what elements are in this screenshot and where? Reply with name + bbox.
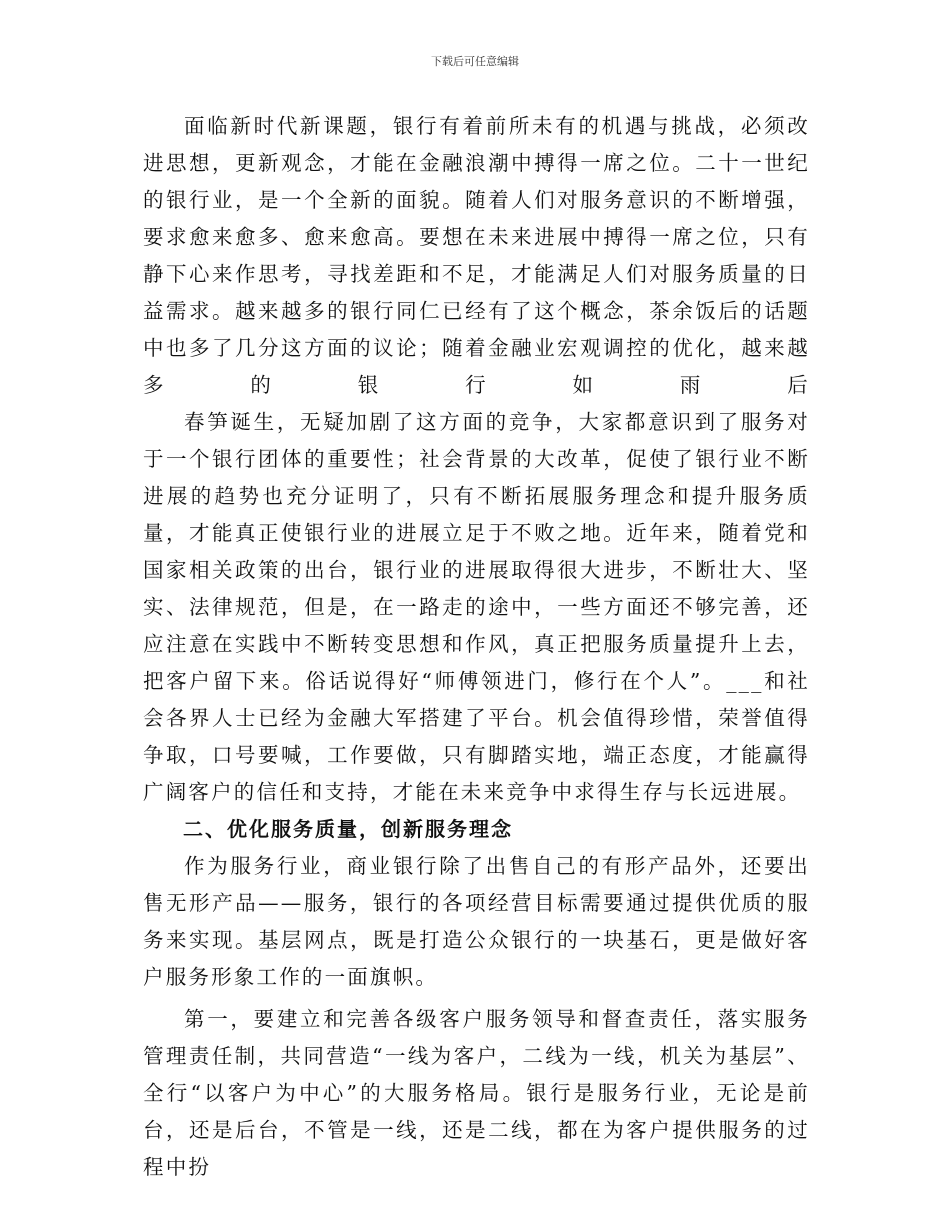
paragraph-first-point: 第一，要建立和完善各级客户服务领导和督查责任，落实服务管理责任制，共同营造“一线为客户，二线为一线，机关为基层”、全行“以客户为中心”的大服务格局。银行是服务行业，无论是前台，还是后台，不管是一线，还是二线，都在为客户提供服务的过程中扮 (143, 1007, 810, 1179)
page-header: 下载后可任意编辑 (431, 55, 519, 68)
document-body (143, 108, 810, 1186)
section-heading: 二、优化服务质量，创新服务理念 (183, 817, 513, 841)
paragraph-intro: 面临新时代新课题，银行有着前所未有的机遇与挑战，必须改进思想，更新观念，才能在金融浪潮中搏得一席之位。二十一世纪的银行业，是一个全新的面貌。随着人们对服务意识的不断增强，要求愈来愈多、愈来愈高。要想在未来进展中搏得一席之位，只有静下心来作思考，寻找差距和不足，才能满足人们对服务质量的日益需求。越来越多的银行同仁已经有了这个概念，茶余饭后的话题中也多了几分这方面的议论；随着金融业宏观调控的优化，越来越多的银行如雨后 (143, 114, 810, 397)
paragraph-competition: 春笋诞生，无疑加剧了这方面的竞争，大家都意识到了服务对于一个银行团体的重要性；社会背景的大改革，促使了银行业不断进展的趋势也充分证明了，只有不断拓展服务理念和提升服务质量，才能真正使银行业的进展立足于不败之地。近年来，随着党和国家相关政策的出台，银行业的进展取得很大进步，不断壮大、坚实、法律规范，但是，在一路走的途中，一些方面还不够完善，还应注意在实践中不断转变思想和作风，真正把服务质量提升上去，把客户留下来。俗话说得好“师傅领进门，修行在个人”。___和社会各界人士已经为金融大军搭建了平台。机会值得珍惜，荣誉值得争取，口号要喊，工作要做，只有脚踏实地，端正态度，才能赢得广阔客户的信任和支持，才能在未来竞争中求得生存与长远进展。 (143, 410, 810, 804)
paragraph-service-industry: 作为服务行业，商业银行除了出售自己的有形产品外，还要出售无形产品——服务，银行的各项经营目标需要通过提供优质的服务来实现。基层网点，既是打造公众银行的一块基石，更是做好客户服务形象工作的一面旗帜。 (143, 854, 810, 989)
